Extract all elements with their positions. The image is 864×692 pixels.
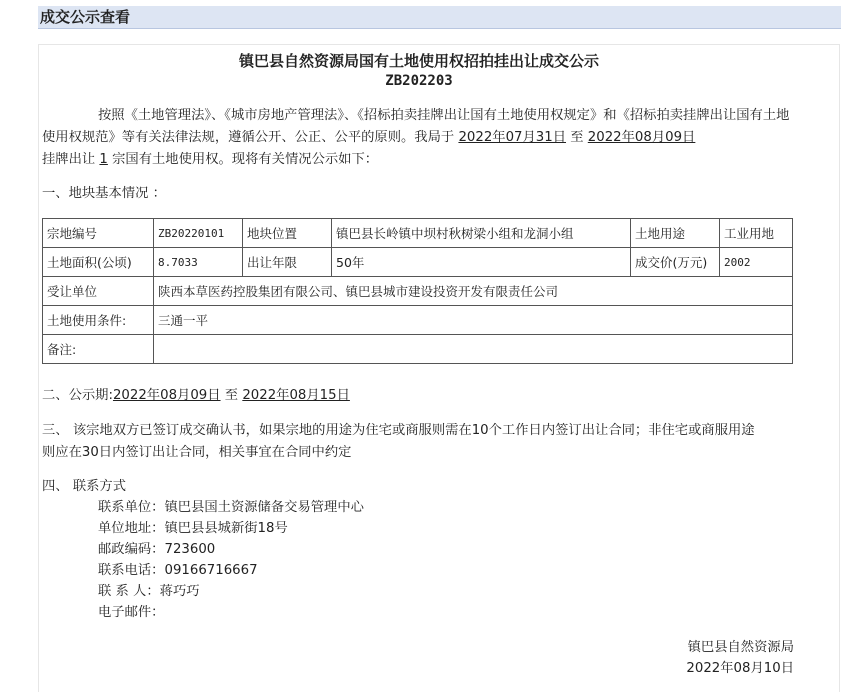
section3-line2: 则应在30日内签订出让合同，相关事宜在合同中约定 — [42, 445, 352, 460]
intro-text-b: 挂牌出让 — [42, 152, 96, 167]
contact-phone: 联系电话：09166716667 — [98, 563, 258, 578]
signature-date: 2022年08月10日 — [686, 661, 794, 676]
cell-label-remarks: 备注: — [43, 335, 154, 364]
parcel-count: 1 — [99, 152, 108, 167]
cell-label-land-use: 土地用途 — [631, 219, 720, 248]
cell-label-location: 地块位置 — [243, 219, 332, 248]
publicity-end-date: 2022年08月15日 — [242, 388, 350, 403]
table-row — [43, 335, 793, 364]
cell-area: 8.7033 — [154, 248, 243, 277]
intro-to-word: 至 — [570, 130, 584, 145]
publicity-start-date: 2022年08月09日 — [112, 388, 221, 403]
table-row — [43, 219, 793, 248]
table-row — [43, 277, 793, 306]
section2-publicity — [42, 386, 350, 406]
cell-label-price: 成交价(万元) — [631, 248, 720, 277]
cell-remarks — [154, 335, 793, 364]
cell-conditions: 三通一平 — [154, 306, 793, 335]
section3-line1: 三、 该宗地双方已签订成交确认书，如果宗地的用途为住宅或商服则需在10个工作日内签订出让合同；非住宅或商服用途 — [42, 423, 755, 438]
cell-parcel-no: ZB20220101 — [154, 219, 243, 248]
cell-label-transferee: 受让单位 — [43, 277, 154, 306]
contact-address: 单位地址：镇巴县县城新街18号 — [98, 521, 288, 536]
cell-label-conditions: 土地使用条件: — [43, 306, 154, 335]
intro-paragraph — [42, 105, 802, 171]
contact-unit: 联系单位：镇巴县国土资源储备交易管理中心 — [98, 500, 364, 515]
notice-code: ZB202203 — [385, 73, 453, 89]
section2-to-word: 至 — [224, 388, 239, 403]
section1-heading: 一、地块基本情况 ： — [42, 186, 166, 201]
contact-postcode: 邮政编码：723600 — [98, 542, 216, 557]
section4-heading: 四、 联系方式 — [42, 479, 127, 494]
cell-label-term: 出让年限 — [243, 248, 332, 277]
table-row — [43, 248, 793, 277]
listing-end-date: 2022年08月09日 — [587, 130, 696, 145]
listing-start-date: 2022年07月31日 — [458, 130, 567, 145]
contact-email: 电子邮件： — [98, 605, 165, 620]
cell-term: 50年 — [332, 248, 631, 277]
cell-label-area: 土地面积(公顷) — [43, 248, 154, 277]
signature-org: 镇巴县自然资源局 — [687, 640, 794, 655]
table-row — [43, 306, 793, 335]
cell-transferee: 陕西本草医药控股集团有限公司、镇巴县城市建设投资开发有限责任公司 — [154, 277, 793, 306]
parcel-info-table — [42, 218, 793, 364]
intro-text-a: 按照《土地管理法》、《城市房地产管理法》、《招标拍卖挂牌出让国有土地使用权规定》和《招标拍卖挂牌出让国有土地使用权规范》等有关法律法规，遵循公开、公正、公平的原则。我局于 — [42, 108, 790, 145]
page-title: 成交公示查看 — [40, 8, 131, 26]
section2-prefix: 二、公示期: — [42, 388, 113, 403]
cell-price: 2002 — [720, 248, 793, 277]
cell-location: 镇巴县长岭镇中坝村秋树梁小组和龙洞小组 — [332, 219, 631, 248]
intro-text-c: 宗国有土地使用权。现将有关情况公示如下： — [112, 152, 379, 167]
cell-label-parcel-no: 宗地编号 — [43, 219, 154, 248]
contact-person: 联 系 人：蒋巧巧 — [98, 584, 200, 599]
notice-title: 镇巴县自然资源局国有土地使用权招拍挂出让成交公示 — [238, 52, 599, 70]
cell-land-use: 工业用地 — [720, 219, 793, 248]
header-bar — [38, 6, 841, 29]
